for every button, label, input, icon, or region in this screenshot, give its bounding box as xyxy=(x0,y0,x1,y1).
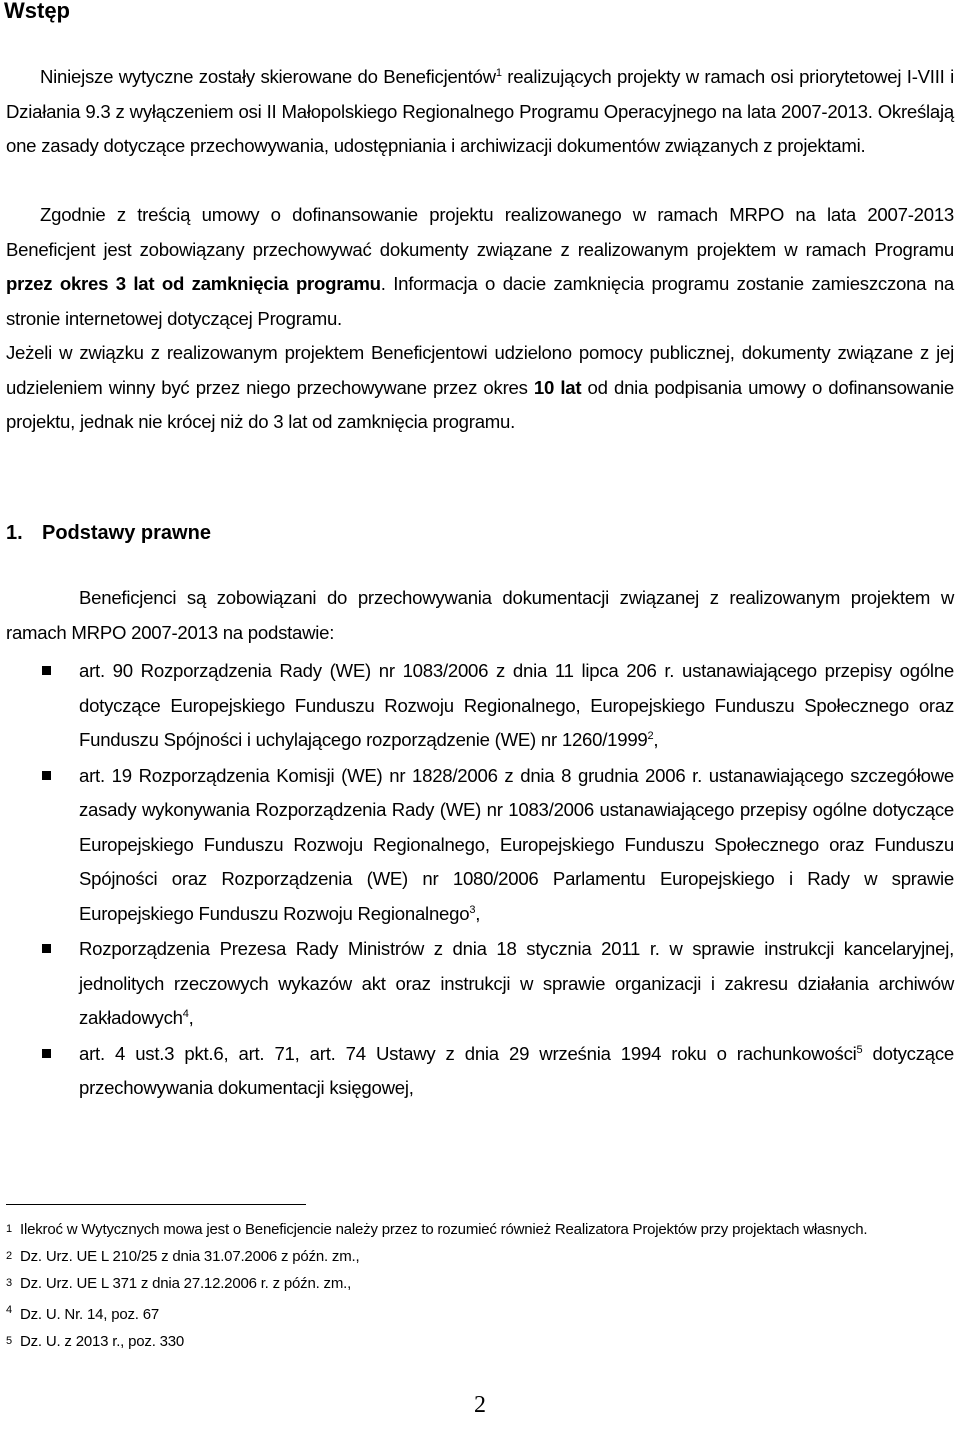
list-item xyxy=(0,759,960,932)
footnote xyxy=(6,1270,954,1297)
intro-text: realizujących projekty w ramach osi priorytetowej I-VIII i Działania 9.3 z wyłączeniem osi II Małopolskiego Regionalnego Programu Operacyjnego na lata 2007-2013. Określają one zasady dotyczące przechowywania, udostępniania i archiwizacji dokumentów związanych z projektami. xyxy=(6,66,954,156)
footnotes xyxy=(6,1216,954,1355)
footnote-text: Dz. U. Nr. 14, poz. 67 xyxy=(20,1306,159,1323)
intro-paragraph-2 xyxy=(6,198,954,336)
list-item xyxy=(0,1037,960,1106)
footnote xyxy=(6,1328,954,1355)
footnote-ref[interactable]: 1 xyxy=(495,67,502,79)
intro-paragraph-3 xyxy=(6,336,954,440)
intro-text: Niniejsze wytyczne zostały skierowane do Beneficjentów xyxy=(40,66,496,87)
footnote-separator xyxy=(6,1204,306,1205)
intro-text: Jeżeli w związku z realizowanym projektem Beneficjentowi udzielono pomocy publicznej, dokumenty związane z jej udzieleniem winny być przez niego przechowywane przez okres xyxy=(6,342,954,398)
footnote-number: 5 xyxy=(6,1335,12,1347)
list-item xyxy=(0,932,960,1036)
square-bullet-icon xyxy=(42,771,51,780)
section-lead-paragraph: Beneficjenci są zobowiązani do przechowywania dokumentacji związanej z realizowanym projektem w ramach MRPO 2007-2013 na podstawie: xyxy=(6,587,954,643)
square-bullet-icon xyxy=(42,666,51,675)
list-item-tail: , xyxy=(653,729,659,750)
footnote-number: 3 xyxy=(6,1277,12,1289)
emphasis-text: przez okres 3 lat od zamknięcia programu xyxy=(6,273,381,294)
square-bullet-icon xyxy=(42,944,51,953)
list-item-tail: dotyczące przechowywania dokumentacji księgowej, xyxy=(79,1042,954,1098)
square-bullet-icon xyxy=(42,1049,51,1058)
list-item-text: art. 90 Rozporządzenia Rady (WE) nr 1083/2006 z dnia 11 lipca 206 r. ustanawiającego przepisy ogólne dotyczące Europejskiego Funduszu Rozwoju Regionalnego, Europejskiego Funduszu Społecznego oraz Funduszu Spójności i uchylającego rozporządzenie (WE) nr 1260/1999 xyxy=(79,660,954,750)
footnote xyxy=(6,1216,954,1243)
footnote xyxy=(6,1243,954,1270)
intro-text: Zgodnie z treścią umowy o dofinansowanie projektu realizowanego w ramach MRPO na lata 2007-2013 Beneficjent jest zobowiązany przechowywać dokumenty związane z realizowanym projektem w ramach Programu xyxy=(6,204,954,260)
footnote-text: Dz. U. z 2013 r., poz. 330 xyxy=(20,1333,185,1350)
footnote-ref[interactable]: 2 xyxy=(647,730,654,742)
footnote-ref[interactable]: 5 xyxy=(856,1043,863,1056)
list-item-text: Rozporządzenia Prezesa Rady Ministrów z dnia 18 stycznia 2011 r. w sprawie instrukcji kancelaryjnej, jednolitych rzeczowych wykazów akt oraz instrukcji w sprawie organizacji i zakresu działania archiwów zakładowych xyxy=(79,938,954,1028)
intro-text: . Informacja o dacie zamknięcia programu zostanie zamieszczona na stronie internetowej dotyczącej Programu. xyxy=(6,273,954,329)
footnote-text: Dz. Urz. UE L 210/25 z dnia 31.07.2006 z późn. zm., xyxy=(20,1248,360,1265)
list-item-tail: , xyxy=(188,1007,194,1028)
legal-basis-list xyxy=(0,654,960,1106)
footnote-number: 2 xyxy=(6,1250,12,1262)
page-heading: Wstęp xyxy=(4,0,70,23)
emphasis-text: 10 lat xyxy=(533,376,582,398)
page-number: 2 xyxy=(474,1392,486,1418)
list-item-text: art. 19 Rozporządzenia Komisji (WE) nr 1828/2006 z dnia 8 grudnia 2006 r. ustanawiającego szczegółowe zasady wykonywania Rozporządzenia Rady (WE) nr 1083/2006 ustanawiającego przepisy ogólne dotyczące Europejskiego Funduszu Rozwoju Regionalnego, Europejskiego Funduszu Społecznego oraz Funduszu Spójności oraz Rozporządzenia (WE) nr 1080/2006 Parlamentu Europejskiego i Rady w sprawie Europejskiego Funduszu Rozwoju Regionalnego xyxy=(79,764,954,924)
footnote-ref[interactable]: 3 xyxy=(469,903,476,916)
footnote-text: Dz. Urz. UE L 371 z dnia 27.12.2006 r. z późn. zm., xyxy=(20,1275,352,1292)
list-item-text: art. 4 ust.3 pkt.6, art. 71, art. 74 Ustawy z dnia 29 września 1994 roku o rachunkowości xyxy=(79,1042,857,1064)
list-item-tail: , xyxy=(475,902,481,924)
section-title: Podstawy prawne xyxy=(42,522,211,544)
footnote xyxy=(6,1297,954,1328)
footnote-text: Ilekroć w Wytycznych mowa jest o Beneficjencie należy przez to rozumieć również Realizatora Projektów przy projektach własnych. xyxy=(20,1221,868,1238)
section-heading xyxy=(6,518,211,548)
list-item xyxy=(0,654,960,758)
intro-paragraph-1 xyxy=(6,60,954,164)
intro-text: od dnia podpisania umowy o dofinansowanie projektu, jednak nie krócej niż do 3 lat od zamknięcia programu. xyxy=(6,376,955,432)
section-number: 1. xyxy=(6,522,23,544)
footnote-ref[interactable]: 4 xyxy=(182,1008,189,1020)
footnote-number: 1 xyxy=(6,1223,12,1235)
footnote-number: 4 xyxy=(6,1304,12,1316)
